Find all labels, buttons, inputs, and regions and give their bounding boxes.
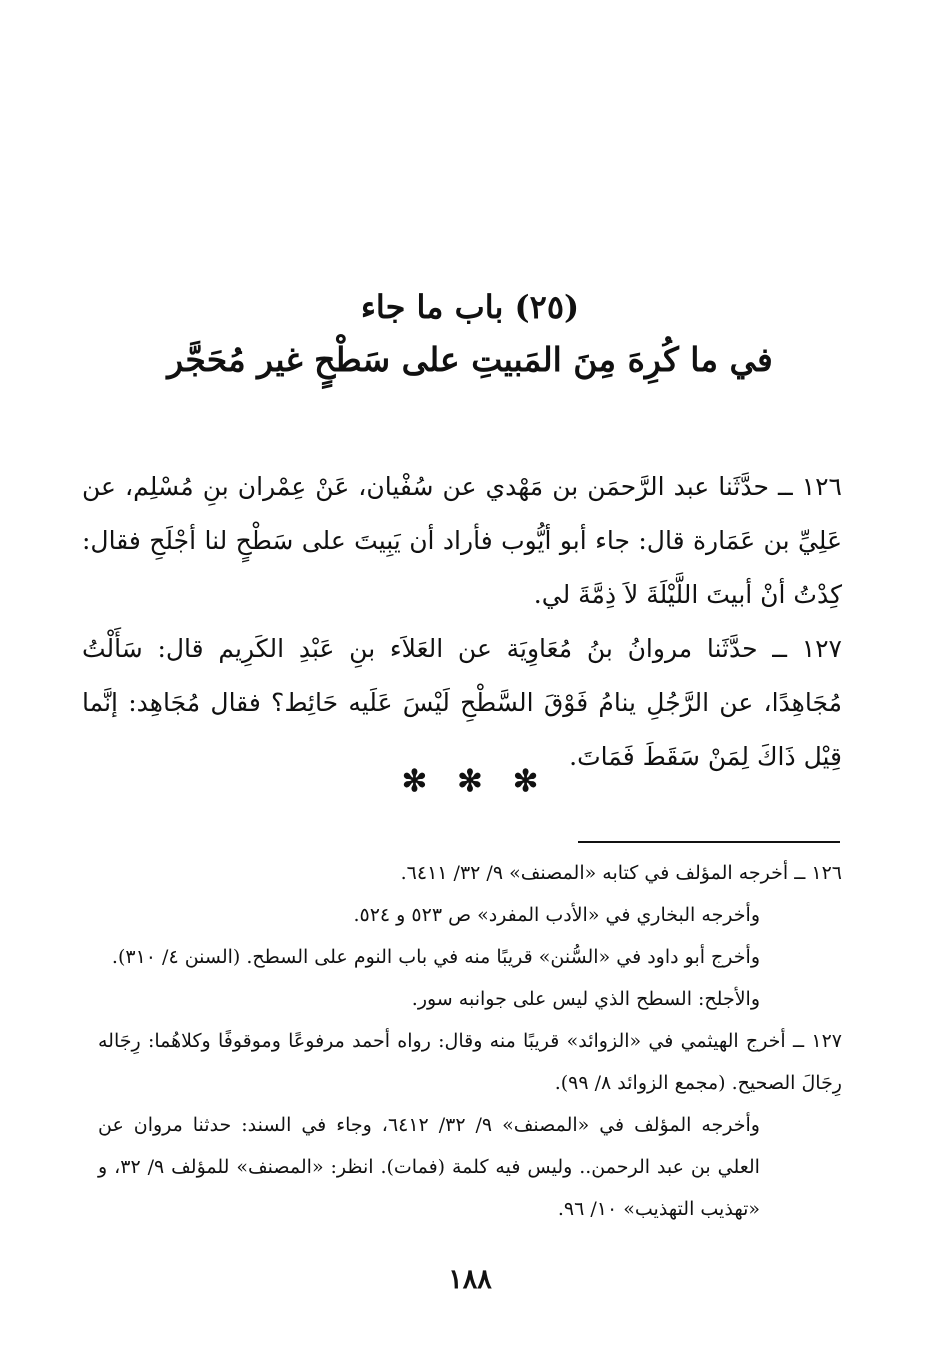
footnote-127-line2: وأخرجه المؤلف في «المصنف» ٩/ ٣٢/ ٦٤١٢، وجاء في السند: حدثنا مروان عن العلي بن عبد الرحمن.. وليس فيه كلمة (فمات). انظر: «المصنف» للمؤلف ٩/ ٣٢، و «تهذيب التهذيب» ١٠/ ٩٦. <box>98 1114 760 1220</box>
footnote-number: ١٢٦ ــ <box>794 862 842 884</box>
chapter-heading <box>150 282 790 388</box>
footnote-126-line3: وأخرج أبو داود في «السُّنن» قريبًا منه في باب النوم على السطح. (السنن ٤/ ٣١٠). <box>111 946 760 968</box>
footnote-text: أخرج الهيثمي في «الزوائد» قريبًا منه وقال: رواه أحمد مرفوعًا وموقوفًا وكلاهُما: رِجَاله رِجَالَ الصحيح. (مجمع الزوائد ٨/ ٩٩). <box>98 1030 842 1094</box>
chapter-title-line2: في ما كُرِهَ مِنَ المَبيتِ على سَطْحٍ غير مُحَجَّر <box>167 340 773 379</box>
page-number: ١٨٨ <box>448 1264 492 1295</box>
footnote-126-line2: وأخرجه البخاري في «الأدب المفرد» ص ٥٢٣ و ٥٢٤. <box>353 904 760 926</box>
section-separator: ✻ ✻ ✻ <box>401 764 549 799</box>
footnote-126-line4: والأجلح: السطح الذي ليس على جوانبه سور. <box>411 988 760 1010</box>
footnote-number: ١٢٧ ــ <box>792 1030 842 1052</box>
footnote-126 <box>98 852 842 894</box>
footnotes <box>98 852 842 1230</box>
hadith-126: ١٢٦ ــ حدَّثَنا عبد الرَّحمَن بن مَهْدي عن سُفْيان، عَنْ عِمْران بنِ مُسْلِم، عن عَلِيِّ بن عَمَارة قال: جاء أبو أيُّوب فأراد أن يَبِيتَ على سَطْحٍ لنا أجْلَحِ فقال: كِدْتُ أنْ أبيتَ اللَّيْلَةَ لاَ ذِمَّةَ لي. <box>82 472 842 609</box>
chapter-title-line1: (٢٥) باب ما جاء <box>360 288 580 326</box>
main-text <box>82 460 842 784</box>
footnote-text: أخرجه المؤلف في كتابه «المصنف» ٩/ ٣٢/ ٦٤١١. <box>400 862 789 884</box>
hadith-127: ١٢٧ ــ حدَّثَنا مروانُ بنُ مُعَاوِيَة عن العَلاَء بنِ عَبْدِ الكَرِيم قال: سَأَلْتُ مُجَاهِدًا، عن الرَّجُلِ ينامُ فَوْقَ السَّطْحِ لَيْسَ عَلَيه حَائِط؟ فقال مُجَاهِد: إنَّما قِيْل ذَاكَ لِمَنْ سَقَطَ فَمَاتَ. <box>82 634 842 771</box>
footnote-127 <box>98 1020 842 1104</box>
footnote-divider <box>578 841 840 843</box>
